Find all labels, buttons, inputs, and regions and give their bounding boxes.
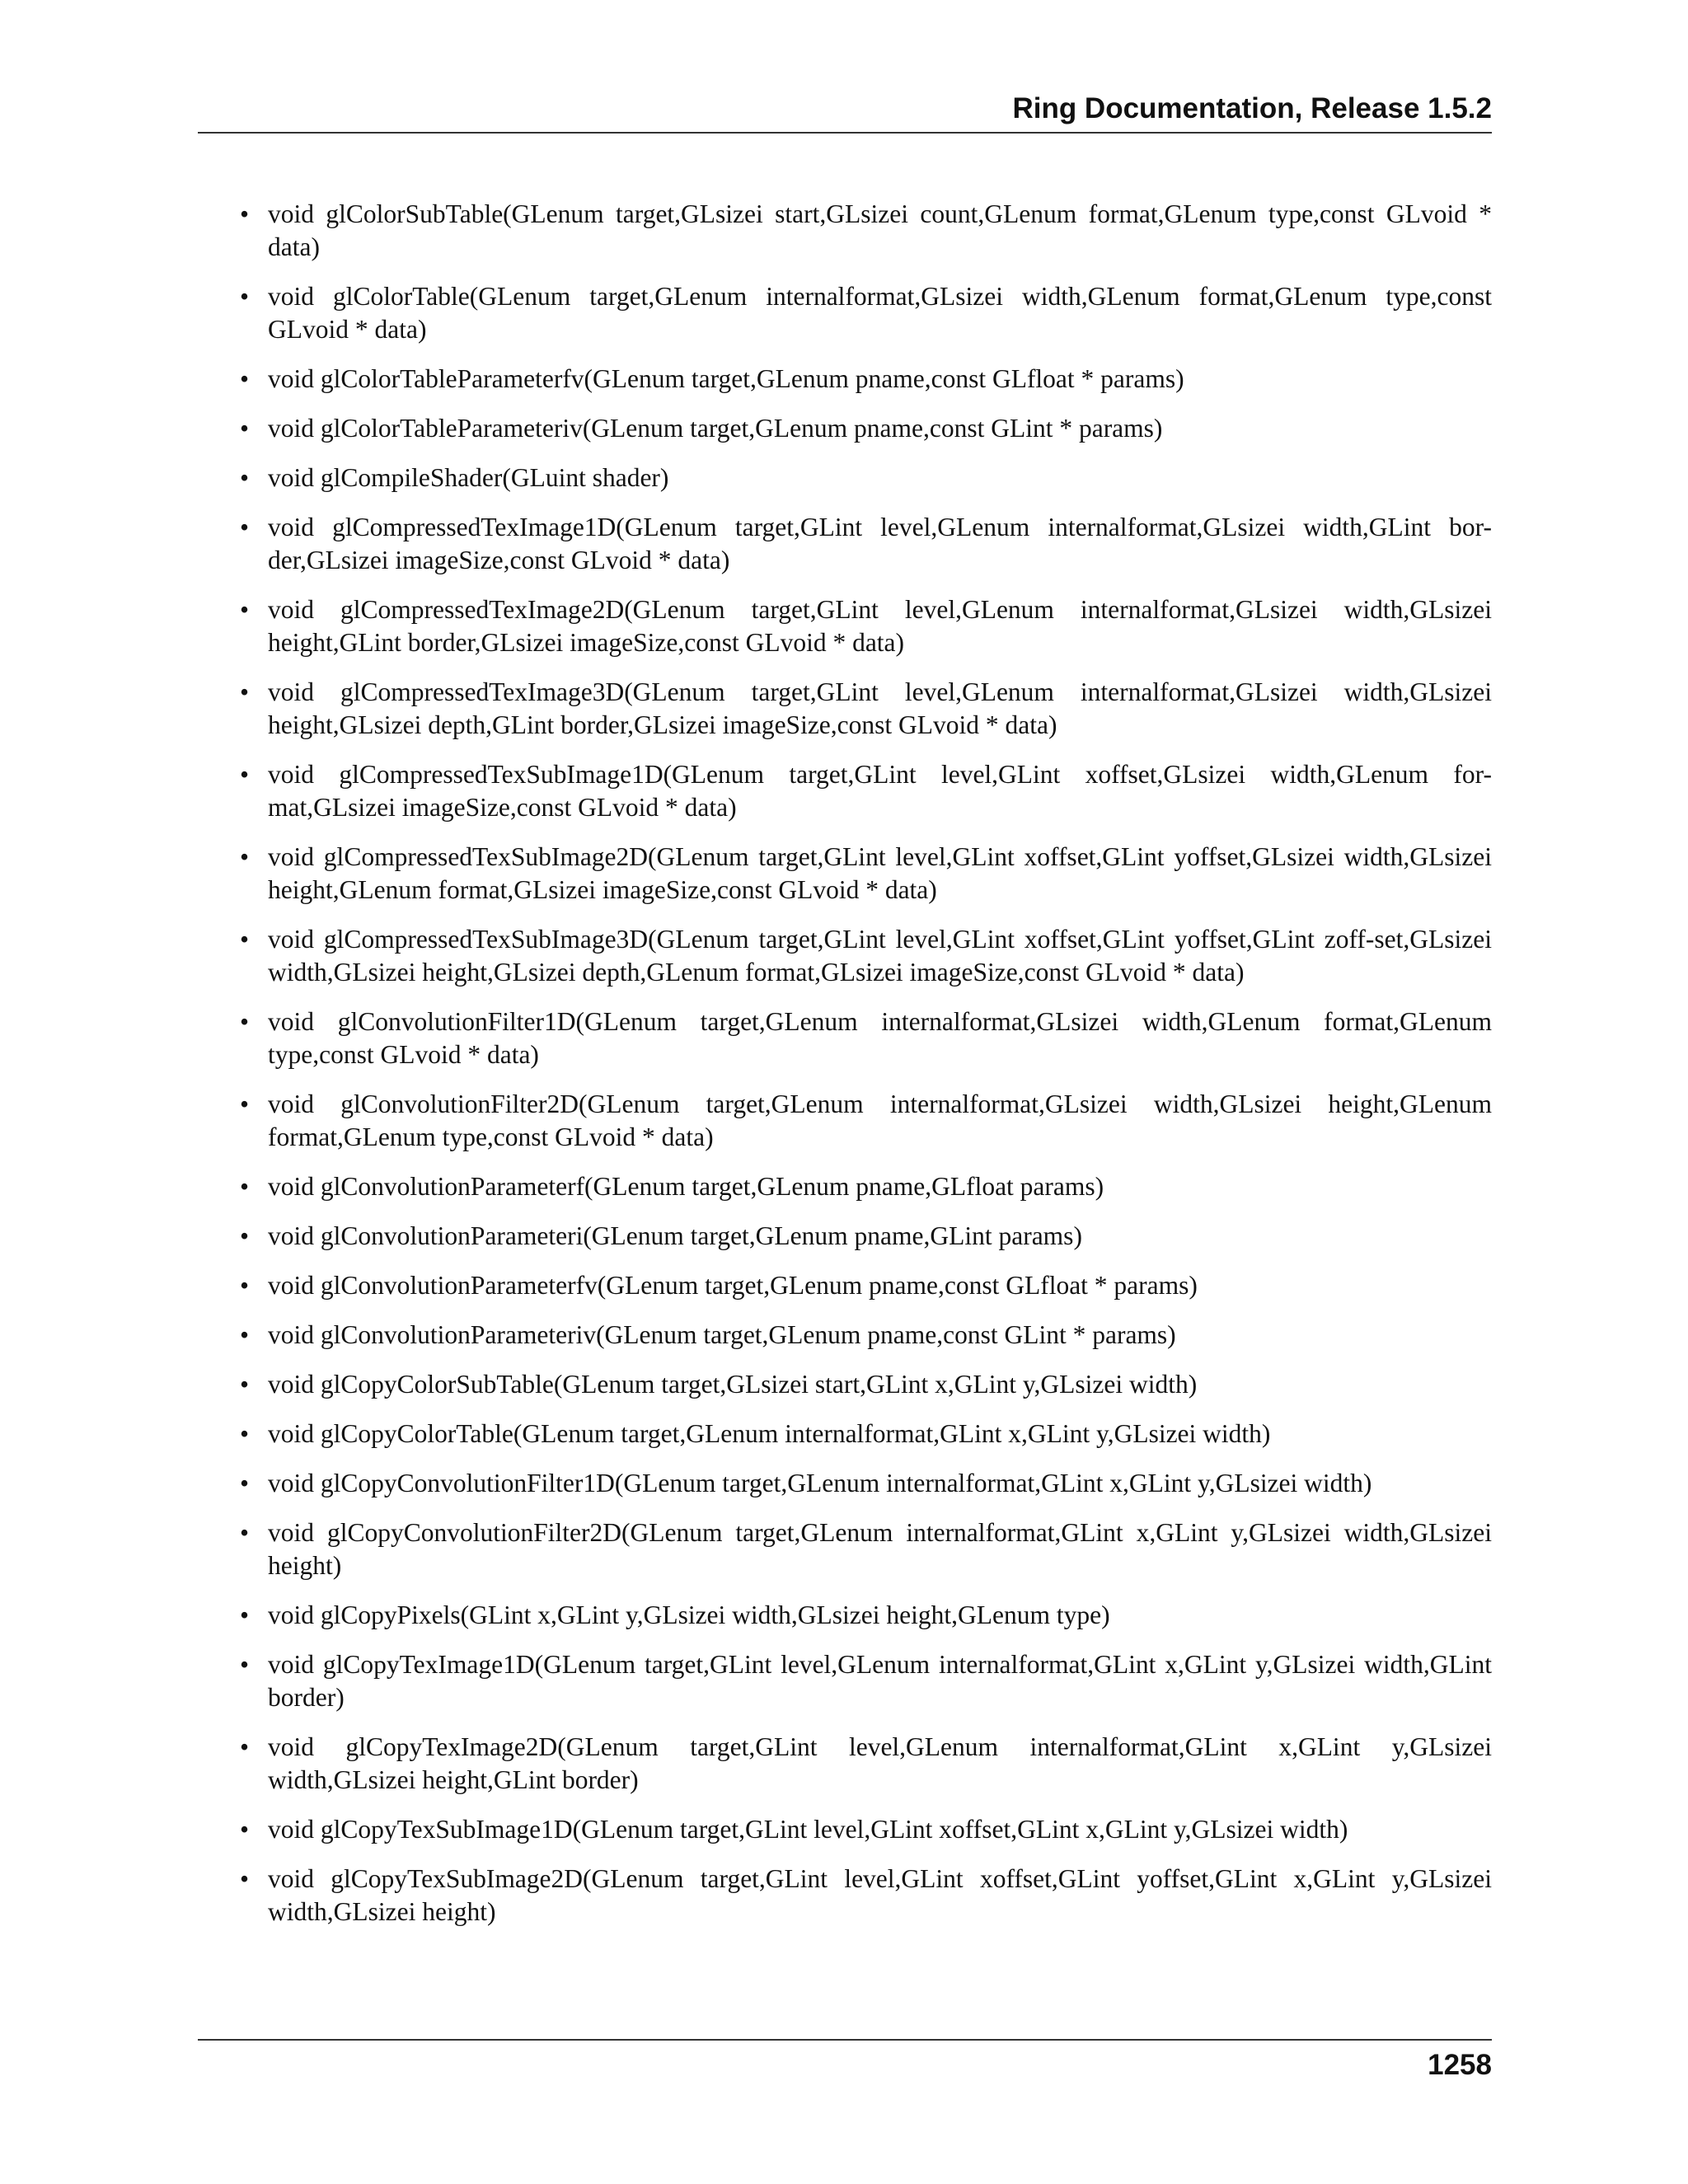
- function-signature: void glCompressedTexSubImage1D(GLenum target,GLint level,GLint xoffset,GLsizei width,GLenum for-mat,GLsizei imageSize,const GLvoid * data): [268, 760, 1492, 822]
- bullet-icon: •: [240, 1320, 250, 1349]
- list-item: [198, 1005, 1492, 1071]
- bullet-icon: •: [240, 513, 250, 541]
- bullet-icon: •: [240, 842, 250, 871]
- bullet-icon: •: [240, 595, 250, 624]
- bullet-icon: •: [240, 1090, 250, 1118]
- bullet-icon: •: [240, 199, 250, 228]
- bullet-icon: •: [240, 1172, 250, 1201]
- list-item: [198, 363, 1492, 396]
- function-signature: void glCopyPixels(GLint x,GLint y,GLsizei width,GLsizei height,GLenum type): [268, 1601, 1110, 1629]
- bullet-icon: •: [240, 1469, 250, 1497]
- function-signature: void glConvolutionParameteri(GLenum target,GLenum pname,GLint params): [268, 1221, 1082, 1250]
- function-signature: void glConvolutionParameterfv(GLenum target,GLenum pname,const GLfloat * params): [268, 1271, 1198, 1300]
- list-item: [198, 758, 1492, 824]
- list-item: [198, 280, 1492, 346]
- function-signature: void glColorTableParameteriv(GLenum target,GLenum pname,const GLint * params): [268, 414, 1163, 443]
- function-list: [198, 198, 1492, 1929]
- list-item: [198, 198, 1492, 264]
- list-item: [198, 1467, 1492, 1500]
- function-signature: void glConvolutionFilter1D(GLenum target,GLenum internalformat,GLsizei width,GLenum format,GLenum type,const GLvoid * data): [268, 1007, 1492, 1069]
- bullet-icon: •: [240, 414, 250, 443]
- list-item: [198, 1220, 1492, 1253]
- list-item: [198, 1813, 1492, 1846]
- function-signature: void glCompressedTexImage1D(GLenum target,GLint level,GLenum internalformat,GLsizei width,GLint bor-der,GLsizei imageSize,const GLvoid * data): [268, 513, 1492, 574]
- bullet-icon: •: [240, 1271, 250, 1300]
- function-signature: void glColorSubTable(GLenum target,GLsizei start,GLsizei count,GLenum format,GLenum type,const GLvoid * data): [268, 199, 1492, 261]
- function-signature: void glColorTableParameterfv(GLenum target,GLenum pname,const GLfloat * params): [268, 364, 1184, 393]
- list-item: [198, 511, 1492, 577]
- list-item: [198, 1319, 1492, 1352]
- bullet-icon: •: [240, 1815, 250, 1844]
- list-item: [198, 1863, 1492, 1929]
- bullet-icon: •: [240, 1864, 250, 1893]
- page-number: 1258: [1428, 2049, 1492, 2081]
- list-item: [198, 1516, 1492, 1582]
- list-item: [198, 1368, 1492, 1401]
- bullet-icon: •: [240, 364, 250, 393]
- list-item: [198, 1170, 1492, 1203]
- bullet-icon: •: [240, 925, 250, 954]
- bullet-icon: •: [240, 282, 250, 311]
- list-item: [198, 841, 1492, 907]
- list-item: [198, 676, 1492, 742]
- function-signature: void glCopyTexSubImage1D(GLenum target,GLint level,GLint xoffset,GLint x,GLint y,GLsizei width): [268, 1815, 1348, 1844]
- page-footer: [198, 2039, 1492, 2090]
- function-signature: void glColorTable(GLenum target,GLenum internalformat,GLsizei width,GLenum format,GLenum type,const GLvoid * data): [268, 282, 1492, 344]
- list-item: [198, 1418, 1492, 1451]
- list-item: [198, 1088, 1492, 1154]
- function-signature: void glConvolutionParameteriv(GLenum target,GLenum pname,const GLint * params): [268, 1320, 1176, 1349]
- page-content: [198, 198, 1492, 1945]
- bullet-icon: •: [240, 1419, 250, 1448]
- function-signature: void glCopyConvolutionFilter2D(GLenum target,GLenum internalformat,GLint x,GLint y,GLsizei width,GLsizei height): [268, 1518, 1492, 1580]
- list-item: [198, 412, 1492, 445]
- function-signature: void glCompressedTexSubImage3D(GLenum target,GLint level,GLint xoffset,GLint yoffset,GLint zoff-set,GLsizei width,GLsizei height,GLsizei depth,GLenum format,GLsizei imageSize,const GLvoid * data): [268, 925, 1492, 987]
- function-signature: void glCopyConvolutionFilter1D(GLenum target,GLenum internalformat,GLint x,GLint y,GLsizei width): [268, 1469, 1372, 1497]
- page-header: [198, 91, 1492, 134]
- function-signature: void glCopyColorSubTable(GLenum target,GLsizei start,GLint x,GLint y,GLsizei width): [268, 1370, 1198, 1399]
- document-title: Ring Documentation, Release 1.5.2: [1012, 92, 1492, 124]
- bullet-icon: •: [240, 1007, 250, 1036]
- bullet-icon: •: [240, 1650, 250, 1679]
- bullet-icon: •: [240, 1370, 250, 1399]
- function-signature: void glConvolutionParameterf(GLenum target,GLenum pname,GLfloat params): [268, 1172, 1104, 1201]
- list-item: [198, 923, 1492, 989]
- function-signature: void glCopyTexImage2D(GLenum target,GLint level,GLenum internalformat,GLint x,GLint y,GLsizei width,GLsizei height,GLint border): [268, 1732, 1492, 1794]
- function-signature: void glCompileShader(GLuint shader): [268, 463, 669, 492]
- list-item: [198, 462, 1492, 494]
- function-signature: void glCopyTexImage1D(GLenum target,GLint level,GLenum internalformat,GLint x,GLint y,GLsizei width,GLint border): [268, 1650, 1492, 1712]
- list-item: [198, 593, 1492, 659]
- bullet-icon: •: [240, 1221, 250, 1250]
- function-signature: void glCompressedTexImage3D(GLenum target,GLint level,GLenum internalformat,GLsizei width,GLsizei height,GLsizei depth,GLint border,GLsizei imageSize,const GLvoid * data): [268, 677, 1492, 739]
- bullet-icon: •: [240, 677, 250, 706]
- bullet-icon: •: [240, 463, 250, 492]
- list-item: [198, 1269, 1492, 1302]
- function-signature: void glCompressedTexSubImage2D(GLenum target,GLint level,GLint xoffset,GLint yoffset,GLsizei width,GLsizei height,GLenum format,GLsizei imageSize,const GLvoid * data): [268, 842, 1492, 904]
- list-item: [198, 1731, 1492, 1797]
- bullet-icon: •: [240, 1601, 250, 1629]
- bullet-icon: •: [240, 1732, 250, 1761]
- list-item: [198, 1599, 1492, 1632]
- function-signature: void glCopyColorTable(GLenum target,GLenum internalformat,GLint x,GLint y,GLsizei width): [268, 1419, 1271, 1448]
- bullet-icon: •: [240, 1518, 250, 1547]
- function-signature: void glCompressedTexImage2D(GLenum target,GLint level,GLenum internalformat,GLsizei width,GLsizei height,GLint border,GLsizei imageSize,const GLvoid * data): [268, 595, 1492, 657]
- list-item: [198, 1648, 1492, 1714]
- bullet-icon: •: [240, 760, 250, 789]
- function-signature: void glConvolutionFilter2D(GLenum target,GLenum internalformat,GLsizei width,GLsizei height,GLenum format,GLenum type,const GLvoid * data): [268, 1090, 1492, 1151]
- function-signature: void glCopyTexSubImage2D(GLenum target,GLint level,GLint xoffset,GLint yoffset,GLint x,GLint y,GLsizei width,GLsizei height): [268, 1864, 1492, 1926]
